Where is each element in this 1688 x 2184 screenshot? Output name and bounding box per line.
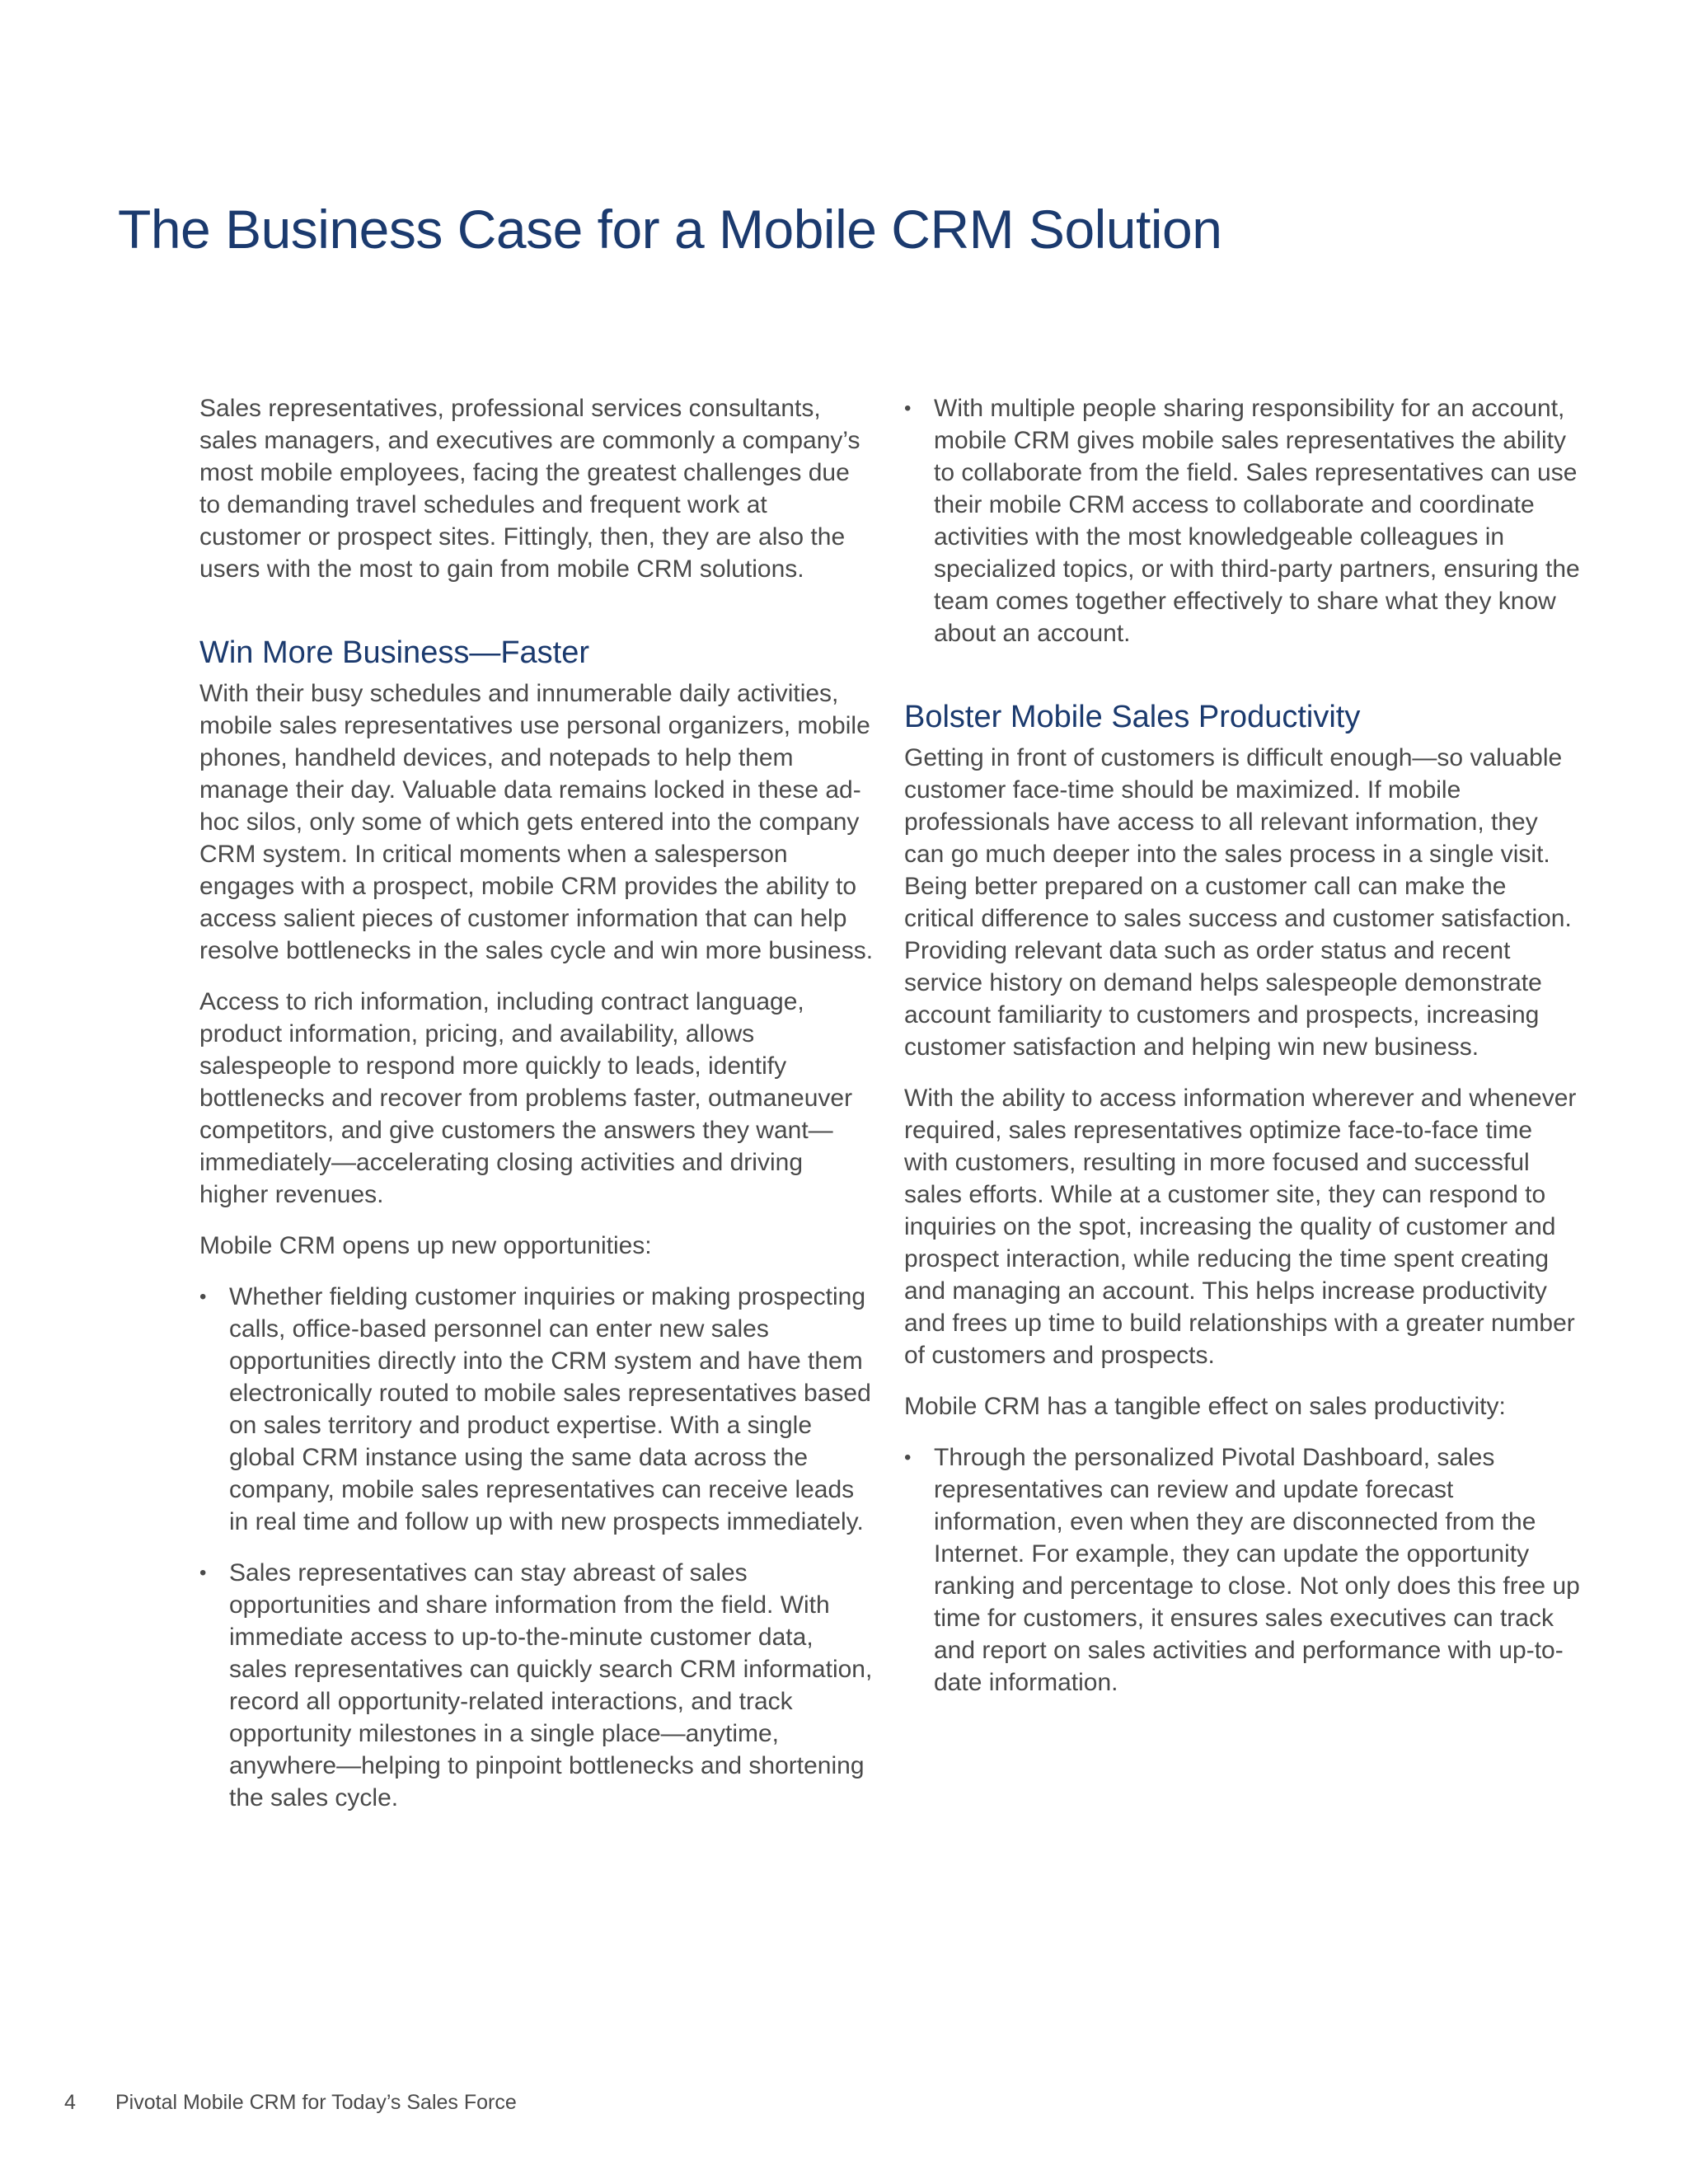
section-heading-win-more-business: Win More Business—Faster xyxy=(199,635,590,670)
page-title: The Business Case for a Mobile CRM Solution xyxy=(118,199,1222,260)
bullet-item xyxy=(199,1281,875,1538)
bullet-text: With multiple people sharing responsibility for an account, mobile CRM gives mobile sales representatives the ability to collaborate from the field. Sales representatives can use their mobile CRM access to collaborate and coordinate activities with the most knowledgeable colleagues in specialized topics, or with third-party partners, ensuring the team comes together effectively to share what they know about an account. xyxy=(934,395,1580,647)
bullet-list xyxy=(904,392,1580,649)
bullet-icon: • xyxy=(904,1446,912,1469)
right-column xyxy=(904,392,1580,1718)
bullet-item xyxy=(199,1557,875,1814)
bullet-text: Whether fielding customer inquiries or making prospecting calls, office-based personnel can enter new sales opportunities directly into the CRM system and have them electronically routed to mobile sales representatives based on sales territory and product expertise. With a single global CRM instance using the same data across the company, mobile sales representatives can receive leads in real time and follow up with new prospects immediately. xyxy=(229,1283,871,1535)
left-column xyxy=(199,392,875,1833)
page-number: 4 xyxy=(64,2091,76,2114)
body-paragraph: With the ability to access information wherever and whenever required, sales representatives optimize face-to-face time with customers, resulting in more focused and successful sales efforts. While at a customer site, they can respond to inquiries on the spot, increasing the quality of customer and prospect interaction, while reducing the time spent creating and managing an account. This helps increase productivity and frees up time to build relationships with a greater number of customers and prospects. xyxy=(904,1085,1577,1369)
intro-paragraph: Sales representatives, professional services consultants, sales managers, and executives are commonly a company’s most mobile employees, facing the greatest challenges due to demanding travel schedules and frequent work at customer or prospect sites. Fittingly, then, they are also the users with the most to gain from mobile CRM solutions. xyxy=(199,395,860,583)
body-paragraph: Getting in front of customers is difficult enough—so valuable customer face-time should be maximized. If mobile professionals have access to all relevant information, they can go much deeper into the sales process in a single visit. Being better prepared on a customer call can make the critical difference to sales success and customer satisfaction. Providing relevant data such as order status and recent service history on demand helps salespeople demonstrate account familiarity to customers and prospects, increasing customer satisfaction and helping win new business. xyxy=(904,744,1572,1061)
bullet-icon: • xyxy=(199,1286,207,1308)
bullet-item xyxy=(904,1441,1580,1699)
body-paragraph: With their busy schedules and innumerable daily activities, mobile sales representatives use personal organizers, mobile phones, handheld devices, and notepads to help them manage their day. Valuable data remains locked in these ad-hoc silos, only some of which gets entered into the company CRM system. In critical moments when a salesperson engages with a prospect, mobile CRM provides the ability to access salient pieces of customer information that can help resolve bottlenecks in the sales cycle and win more business. xyxy=(199,680,874,964)
page-footer xyxy=(64,2091,517,2115)
body-paragraph: Mobile CRM has a tangible effect on sales productivity: xyxy=(904,1393,1506,1420)
bullet-text: Sales representatives can stay abreast of sales opportunities and share information from the field. With immediate access to up-to-the-minute customer data, sales representatives can quickly search CRM information, record all opportunity-related interactions, and track opportunity milestones in a single place—anytime, anywhere—helping to pinpoint bottlenecks and shortening the sales cycle. xyxy=(229,1559,873,1811)
bullet-list xyxy=(199,1281,875,1814)
bullet-icon: • xyxy=(904,397,912,419)
bullet-icon: • xyxy=(199,1562,207,1584)
section-heading-bolster-productivity: Bolster Mobile Sales Productivity xyxy=(904,700,1361,734)
body-paragraph: Access to rich information, including contract language, product information, pricing, and availability, allows salespeople to respond more quickly to leads, identify bottlenecks and recover from problems faster, outmaneuver competitors, and give customers the answers they want—immediately—accelerating closing activities and driving higher revenues. xyxy=(199,988,853,1208)
bullet-list xyxy=(904,1441,1580,1699)
bullet-text: Through the personalized Pivotal Dashboard, sales representatives can review and update forecast information, even when they are disconnected from the Internet. For example, they can update the opportunity ranking and percentage to close. Not only does this free up time for customers, it ensures sales executives can track and report on sales activities and performance with up-to-date information. xyxy=(934,1444,1580,1696)
footer-text: Pivotal Mobile CRM for Today’s Sales Force xyxy=(115,2091,517,2114)
body-paragraph: Mobile CRM opens up new opportunities: xyxy=(199,1232,652,1259)
bullet-item xyxy=(904,392,1580,649)
